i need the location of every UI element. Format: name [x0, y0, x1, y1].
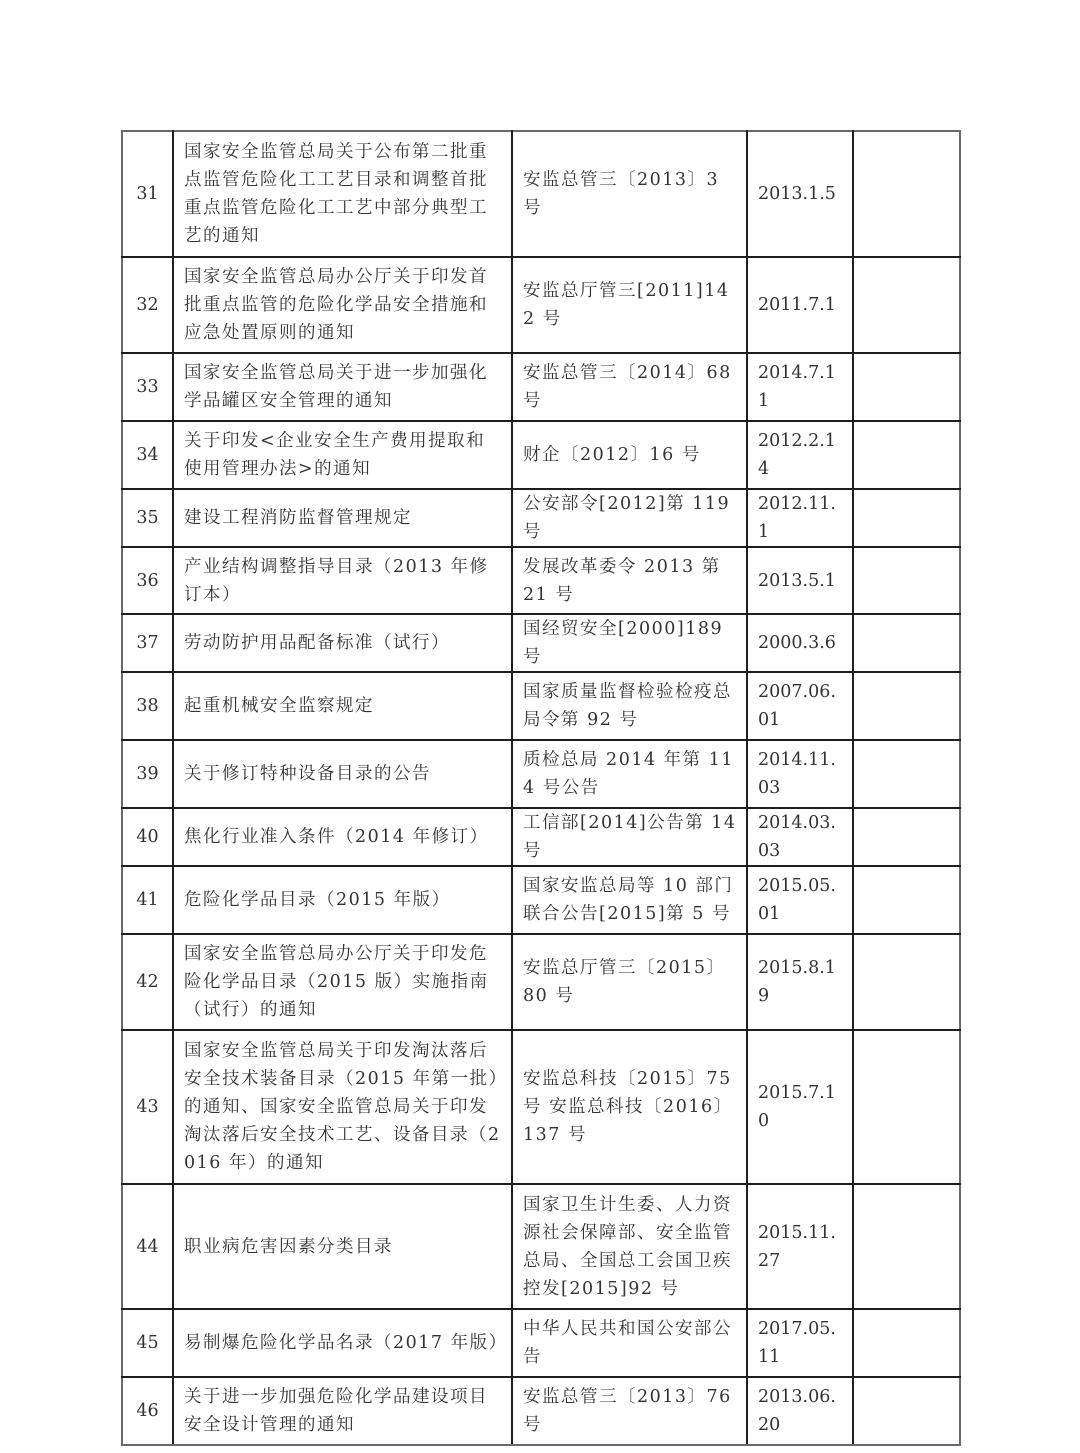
document-number: 发展改革委令 2013 第 21 号 [512, 547, 747, 614]
table-row [122, 1377, 960, 1445]
row-number: 38 [122, 672, 173, 740]
effective-date: 2017.05.11 [747, 1309, 853, 1377]
remarks-cell [853, 489, 960, 547]
regulation-title: 国家安全监管总局关于进一步加强化学品罐区安全管理的通知 [173, 353, 512, 421]
effective-date: 2014.11.03 [747, 740, 853, 808]
remarks-cell [853, 421, 960, 489]
table-row [122, 808, 960, 866]
effective-date: 2013.06.20 [747, 1377, 853, 1445]
remarks-cell [853, 672, 960, 740]
regulation-title: 关于修订特种设备目录的公告 [173, 740, 512, 808]
remarks-cell [853, 614, 960, 672]
table-row [122, 257, 960, 353]
regulation-title: 危险化学品目录（2015 年版） [173, 866, 512, 934]
document-number: 质检总局 2014 年第 114 号公告 [512, 740, 747, 808]
row-number: 34 [122, 421, 173, 489]
document-number: 安监总管三〔2013〕3 号 [512, 131, 747, 257]
table-row [122, 866, 960, 934]
table-row [122, 672, 960, 740]
regulation-title: 关于印发<企业安全生产费用提取和使用管理办法>的通知 [173, 421, 512, 489]
document-number: 国家质量监督检验检疫总局令第 92 号 [512, 672, 747, 740]
row-number: 40 [122, 808, 173, 866]
effective-date: 2000.3.6 [747, 614, 853, 672]
effective-date: 2015.11.27 [747, 1184, 853, 1309]
row-number: 39 [122, 740, 173, 808]
document-number: 国经贸安全[2000]189 号 [512, 614, 747, 672]
row-number: 46 [122, 1377, 173, 1445]
document-number: 财企〔2012〕16 号 [512, 421, 747, 489]
effective-date: 2012.2.14 [747, 421, 853, 489]
regulation-title: 国家安全监管总局办公厅关于印发危险化学品目录（2015 版）实施指南（试行）的通知 [173, 934, 512, 1030]
table-row [122, 934, 960, 1030]
effective-date: 2013.1.5 [747, 131, 853, 257]
table-row [122, 131, 960, 257]
effective-date: 2015.05.01 [747, 866, 853, 934]
remarks-cell [853, 257, 960, 353]
regulation-title: 劳动防护用品配备标准（试行） [173, 614, 512, 672]
document-number: 安监总管三〔2013〕76 号 [512, 1377, 747, 1445]
regulation-title: 国家安全监管总局关于公布第二批重点监管危险化工工艺目录和调整首批重点监管危险化工工艺中部分典型工艺的通知 [173, 131, 512, 257]
effective-date: 2014.03.03 [747, 808, 853, 866]
regulation-title: 产业结构调整指导目录（2013 年修订本） [173, 547, 512, 614]
row-number: 31 [122, 131, 173, 257]
remarks-cell [853, 547, 960, 614]
regulation-title: 关于进一步加强危险化学品建设项目安全设计管理的通知 [173, 1377, 512, 1445]
document-number: 安监总科技〔2015〕75 号 安监总科技〔2016〕137 号 [512, 1030, 747, 1184]
document-number: 工信部[2014]公告第 14 号 [512, 808, 747, 866]
document-number: 国家卫生计生委、人力资源社会保障部、安全监管总局、全国总工会国卫疾控发[2015]92 号 [512, 1184, 747, 1309]
regulation-title: 焦化行业准入条件（2014 年修订） [173, 808, 512, 866]
table-row [122, 1309, 960, 1377]
row-number: 42 [122, 934, 173, 1030]
document-number: 公安部令[2012]第 119 号 [512, 489, 747, 547]
effective-date: 2013.5.1 [747, 547, 853, 614]
regulations-table [121, 130, 961, 1446]
row-number: 43 [122, 1030, 173, 1184]
table-row [122, 1184, 960, 1309]
table-row [122, 353, 960, 421]
row-number: 37 [122, 614, 173, 672]
document-number: 安监总厅管三〔2015〕80 号 [512, 934, 747, 1030]
row-number: 45 [122, 1309, 173, 1377]
document-number: 安监总管三〔2014〕68 号 [512, 353, 747, 421]
effective-date: 2014.7.11 [747, 353, 853, 421]
row-number: 41 [122, 866, 173, 934]
remarks-cell [853, 1309, 960, 1377]
document-number: 安监总厅管三[2011]142 号 [512, 257, 747, 353]
remarks-cell [853, 866, 960, 934]
document-number: 中华人民共和国公安部公告 [512, 1309, 747, 1377]
regulation-title: 建设工程消防监督管理规定 [173, 489, 512, 547]
regulations-table-body [122, 131, 960, 1445]
row-number: 35 [122, 489, 173, 547]
table-row [122, 614, 960, 672]
regulation-title: 国家安全监管总局办公厅关于印发首批重点监管的危险化学品安全措施和应急处置原则的通知 [173, 257, 512, 353]
row-number: 33 [122, 353, 173, 421]
remarks-cell [853, 740, 960, 808]
table-row [122, 1030, 960, 1184]
table-row [122, 489, 960, 547]
row-number: 44 [122, 1184, 173, 1309]
table-row [122, 740, 960, 808]
effective-date: 2015.7.10 [747, 1030, 853, 1184]
effective-date: 2007.06.01 [747, 672, 853, 740]
table-row [122, 547, 960, 614]
remarks-cell [853, 1184, 960, 1309]
regulation-title: 国家安全监管总局关于印发淘汰落后安全技术装备目录（2015 年第一批）的通知、国家安全监管总局关于印发淘汰落后安全技术工艺、设备目录（2016 年）的通知 [173, 1030, 512, 1184]
row-number: 32 [122, 257, 173, 353]
remarks-cell [853, 934, 960, 1030]
regulation-title: 易制爆危险化学品名录（2017 年版） [173, 1309, 512, 1377]
remarks-cell [853, 131, 960, 257]
table-row [122, 421, 960, 489]
effective-date: 2011.7.1 [747, 257, 853, 353]
remarks-cell [853, 1377, 960, 1445]
regulation-title: 职业病危害因素分类目录 [173, 1184, 512, 1309]
regulation-title: 起重机械安全监察规定 [173, 672, 512, 740]
effective-date: 2012.11.1 [747, 489, 853, 547]
remarks-cell [853, 353, 960, 421]
remarks-cell [853, 1030, 960, 1184]
effective-date: 2015.8.19 [747, 934, 853, 1030]
remarks-cell [853, 808, 960, 866]
row-number: 36 [122, 547, 173, 614]
document-number: 国家安监总局等 10 部门联合公告[2015]第 5 号 [512, 866, 747, 934]
